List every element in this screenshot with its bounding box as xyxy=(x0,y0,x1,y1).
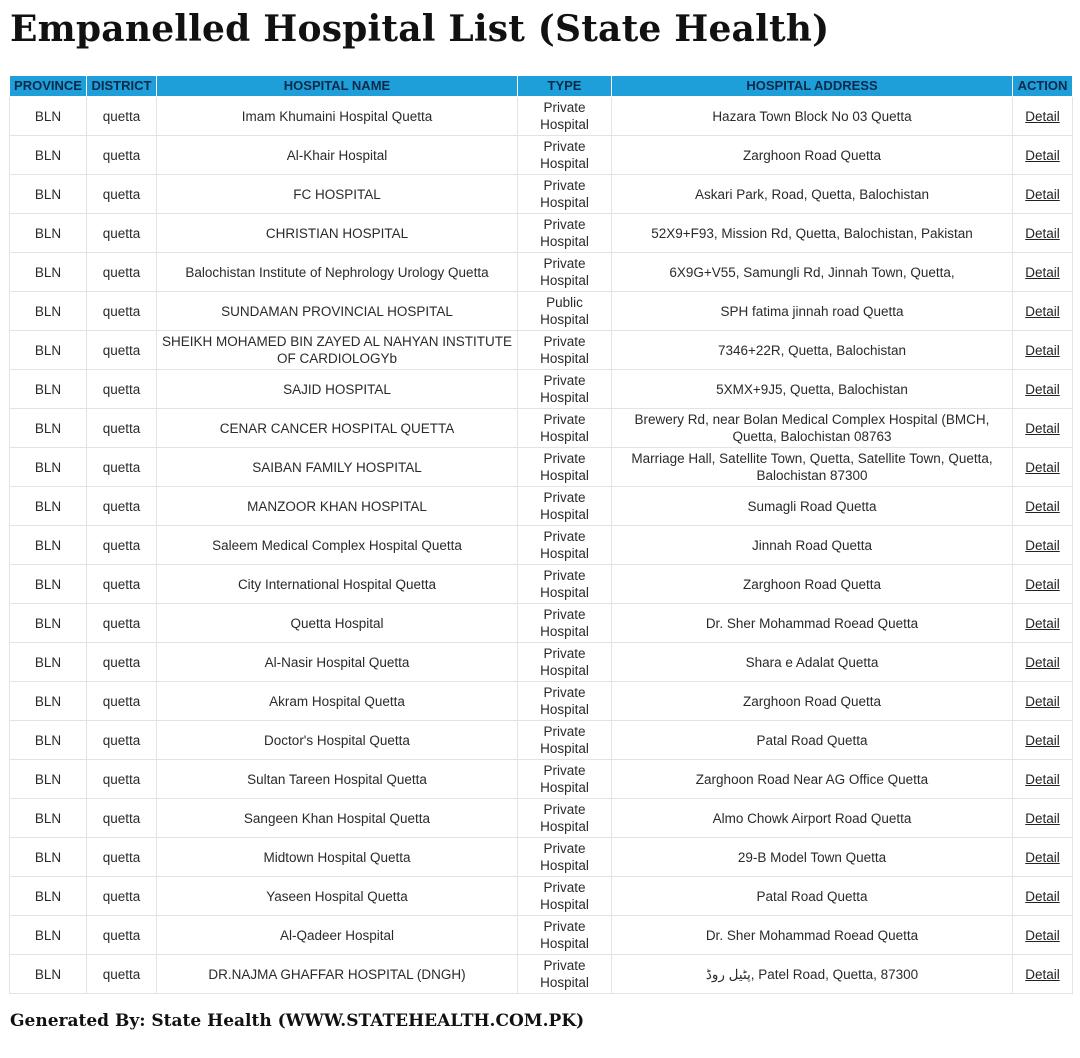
action-cell xyxy=(1013,760,1073,799)
action-cell xyxy=(1013,916,1073,955)
type-cell: Private Hospital xyxy=(518,175,612,214)
table-row xyxy=(10,760,1073,799)
district-cell: quetta xyxy=(87,721,157,760)
action-cell xyxy=(1013,721,1073,760)
table-row xyxy=(10,214,1073,253)
table-row xyxy=(10,565,1073,604)
action-cell xyxy=(1013,409,1073,448)
action-cell xyxy=(1013,955,1073,994)
action-cell xyxy=(1013,175,1073,214)
province-cell: BLN xyxy=(10,760,87,799)
table-row xyxy=(10,526,1073,565)
table-row xyxy=(10,604,1073,643)
hospital-name-cell: DR.NAJMA GHAFFAR HOSPITAL (DNGH) xyxy=(157,955,518,994)
detail-link[interactable]: Detail xyxy=(1025,537,1060,553)
detail-link[interactable]: Detail xyxy=(1025,927,1060,943)
action-cell xyxy=(1013,253,1073,292)
detail-link[interactable]: Detail xyxy=(1025,615,1060,631)
hospital-address-cell: Sumagli Road Quetta xyxy=(612,487,1013,526)
detail-link[interactable]: Detail xyxy=(1025,732,1060,748)
action-cell xyxy=(1013,97,1073,136)
hospital-name-cell: MANZOOR KHAN HOSPITAL xyxy=(157,487,518,526)
district-cell: quetta xyxy=(87,799,157,838)
district-cell: quetta xyxy=(87,97,157,136)
column-header-hospital-address: HOSPITAL ADDRESS xyxy=(612,76,1013,97)
district-cell: quetta xyxy=(87,409,157,448)
hospital-address-cell: Patal Road Quetta xyxy=(612,877,1013,916)
detail-link[interactable]: Detail xyxy=(1025,693,1060,709)
hospital-address-cell: Askari Park, Road, Quetta, Balochistan xyxy=(612,175,1013,214)
hospital-address-cell: Shara e Adalat Quetta xyxy=(612,643,1013,682)
district-cell: quetta xyxy=(87,643,157,682)
hospital-name-cell: Sangeen Khan Hospital Quetta xyxy=(157,799,518,838)
province-cell: BLN xyxy=(10,526,87,565)
hospital-table xyxy=(9,75,1073,994)
type-cell: Private Hospital xyxy=(518,916,612,955)
detail-link[interactable]: Detail xyxy=(1025,849,1060,865)
table-row xyxy=(10,292,1073,331)
hospital-name-cell: City International Hospital Quetta xyxy=(157,565,518,604)
province-cell: BLN xyxy=(10,604,87,643)
table-row xyxy=(10,838,1073,877)
detail-link[interactable]: Detail xyxy=(1025,888,1060,904)
district-cell: quetta xyxy=(87,877,157,916)
detail-link[interactable]: Detail xyxy=(1025,381,1060,397)
district-cell: quetta xyxy=(87,448,157,487)
hospital-name-cell: Al-Khair Hospital xyxy=(157,136,518,175)
province-cell: BLN xyxy=(10,916,87,955)
district-cell: quetta xyxy=(87,175,157,214)
action-cell xyxy=(1013,448,1073,487)
column-header-hospital-name: HOSPITAL NAME xyxy=(157,76,518,97)
province-cell: BLN xyxy=(10,214,87,253)
hospital-name-cell: SHEIKH MOHAMED BIN ZAYED AL NAHYAN INSTITUTE OF CARDIOLOGYb xyxy=(157,331,518,370)
detail-link[interactable]: Detail xyxy=(1025,966,1060,982)
table-row xyxy=(10,487,1073,526)
province-cell: BLN xyxy=(10,565,87,604)
type-cell: Private Hospital xyxy=(518,838,612,877)
hospital-address-cell: 29-B Model Town Quetta xyxy=(612,838,1013,877)
table-row xyxy=(10,877,1073,916)
type-cell: Private Hospital xyxy=(518,253,612,292)
hospital-name-cell: Doctor's Hospital Quetta xyxy=(157,721,518,760)
action-cell xyxy=(1013,214,1073,253)
detail-link[interactable]: Detail xyxy=(1025,654,1060,670)
action-cell xyxy=(1013,136,1073,175)
hospital-address-cell: Zarghoon Road Quetta xyxy=(612,682,1013,721)
table-row xyxy=(10,370,1073,409)
district-cell: quetta xyxy=(87,916,157,955)
table-row xyxy=(10,955,1073,994)
hospital-name-cell: CHRISTIAN HOSPITAL xyxy=(157,214,518,253)
district-cell: quetta xyxy=(87,682,157,721)
province-cell: BLN xyxy=(10,799,87,838)
hospital-address-cell: Brewery Rd, near Bolan Medical Complex Hospital (BMCH, Quetta, Balochistan 08763 xyxy=(612,409,1013,448)
province-cell: BLN xyxy=(10,370,87,409)
detail-link[interactable]: Detail xyxy=(1025,108,1060,124)
province-cell: BLN xyxy=(10,175,87,214)
hospital-address-cell: Dr. Sher Mohammad Roead Quetta xyxy=(612,916,1013,955)
table-row xyxy=(10,331,1073,370)
detail-link[interactable]: Detail xyxy=(1025,342,1060,358)
province-cell: BLN xyxy=(10,409,87,448)
province-cell: BLN xyxy=(10,292,87,331)
type-cell: Public Hospital xyxy=(518,292,612,331)
table-row xyxy=(10,448,1073,487)
district-cell: quetta xyxy=(87,760,157,799)
district-cell: quetta xyxy=(87,253,157,292)
table-row xyxy=(10,253,1073,292)
hospital-name-cell: Yaseen Hospital Quetta xyxy=(157,877,518,916)
detail-link[interactable]: Detail xyxy=(1025,420,1060,436)
table-row xyxy=(10,136,1073,175)
hospital-address-cell: 5XMX+9J5, Quetta, Balochistan xyxy=(612,370,1013,409)
detail-link[interactable]: Detail xyxy=(1025,303,1060,319)
hospital-name-cell: Al-Nasir Hospital Quetta xyxy=(157,643,518,682)
province-cell: BLN xyxy=(10,877,87,916)
province-cell: BLN xyxy=(10,682,87,721)
table-row xyxy=(10,916,1073,955)
district-cell: quetta xyxy=(87,955,157,994)
hospital-address-cell: Zarghoon Road Near AG Office Quetta xyxy=(612,760,1013,799)
province-cell: BLN xyxy=(10,253,87,292)
type-cell: Private Hospital xyxy=(518,643,612,682)
hospital-name-cell: Imam Khumaini Hospital Quetta xyxy=(157,97,518,136)
district-cell: quetta xyxy=(87,838,157,877)
type-cell: Private Hospital xyxy=(518,448,612,487)
page-title: Empanelled Hospital List (State Health) xyxy=(10,8,830,50)
action-cell xyxy=(1013,838,1073,877)
hospital-name-cell: FC HOSPITAL xyxy=(157,175,518,214)
table-body xyxy=(10,97,1073,994)
detail-link[interactable]: Detail xyxy=(1025,225,1060,241)
header-row xyxy=(10,76,1073,97)
district-cell: quetta xyxy=(87,136,157,175)
hospital-address-cell: Dr. Sher Mohammad Roead Quetta xyxy=(612,604,1013,643)
hospital-address-cell: 7346+22R, Quetta, Balochistan xyxy=(612,331,1013,370)
column-header-action: ACTION xyxy=(1013,76,1073,97)
type-cell: Private Hospital xyxy=(518,331,612,370)
hospital-address-cell: Hazara Town Block No 03 Quetta xyxy=(612,97,1013,136)
action-cell xyxy=(1013,643,1073,682)
district-cell: quetta xyxy=(87,292,157,331)
hospital-address-cell: 52X9+F93, Mission Rd, Quetta, Balochistan, Pakistan xyxy=(612,214,1013,253)
hospital-address-cell: Zarghoon Road Quetta xyxy=(612,136,1013,175)
district-cell: quetta xyxy=(87,526,157,565)
table-row xyxy=(10,409,1073,448)
detail-link[interactable]: Detail xyxy=(1025,147,1060,163)
column-header-province: PROVINCE xyxy=(10,76,87,97)
type-cell: Private Hospital xyxy=(518,526,612,565)
detail-link[interactable]: Detail xyxy=(1025,264,1060,280)
type-cell: Private Hospital xyxy=(518,97,612,136)
hospital-address-cell: پٹیل روڈ, Patel Road, Quetta, 87300 xyxy=(612,955,1013,994)
table-row xyxy=(10,721,1073,760)
table-header xyxy=(10,76,1073,97)
action-cell xyxy=(1013,292,1073,331)
hospital-name-cell: CENAR CANCER HOSPITAL QUETTA xyxy=(157,409,518,448)
province-cell: BLN xyxy=(10,643,87,682)
hospital-name-cell: SUNDAMAN PROVINCIAL HOSPITAL xyxy=(157,292,518,331)
district-cell: quetta xyxy=(87,214,157,253)
action-cell xyxy=(1013,877,1073,916)
type-cell: Private Hospital xyxy=(518,721,612,760)
table-row xyxy=(10,175,1073,214)
table-row xyxy=(10,799,1073,838)
hospital-name-cell: Akram Hospital Quetta xyxy=(157,682,518,721)
hospital-name-cell: SAIBAN FAMILY HOSPITAL xyxy=(157,448,518,487)
hospital-name-cell: Al-Qadeer Hospital xyxy=(157,916,518,955)
detail-link[interactable]: Detail xyxy=(1025,459,1060,475)
hospital-address-cell: Almo Chowk Airport Road Quetta xyxy=(612,799,1013,838)
district-cell: quetta xyxy=(87,604,157,643)
type-cell: Private Hospital xyxy=(518,565,612,604)
hospital-name-cell: Balochistan Institute of Nephrology Urology Quetta xyxy=(157,253,518,292)
table-row xyxy=(10,643,1073,682)
action-cell xyxy=(1013,331,1073,370)
hospital-name-cell: Midtown Hospital Quetta xyxy=(157,838,518,877)
hospital-name-cell: Saleem Medical Complex Hospital Quetta xyxy=(157,526,518,565)
table-row xyxy=(10,97,1073,136)
province-cell: BLN xyxy=(10,448,87,487)
action-cell xyxy=(1013,370,1073,409)
type-cell: Private Hospital xyxy=(518,214,612,253)
hospital-address-cell: Patal Road Quetta xyxy=(612,721,1013,760)
type-cell: Private Hospital xyxy=(518,604,612,643)
action-cell xyxy=(1013,604,1073,643)
detail-link[interactable]: Detail xyxy=(1025,576,1060,592)
district-cell: quetta xyxy=(87,565,157,604)
type-cell: Private Hospital xyxy=(518,955,612,994)
detail-link[interactable]: Detail xyxy=(1025,771,1060,787)
province-cell: BLN xyxy=(10,97,87,136)
type-cell: Private Hospital xyxy=(518,487,612,526)
hospital-address-cell: Marriage Hall, Satellite Town, Quetta, Satellite Town, Quetta, Balochistan 87300 xyxy=(612,448,1013,487)
column-header-district: DISTRICT xyxy=(87,76,157,97)
province-cell: BLN xyxy=(10,331,87,370)
province-cell: BLN xyxy=(10,487,87,526)
hospital-address-cell: 6X9G+V55, Samungli Rd, Jinnah Town, Quetta, xyxy=(612,253,1013,292)
hospital-name-cell: Sultan Tareen Hospital Quetta xyxy=(157,760,518,799)
detail-link[interactable]: Detail xyxy=(1025,186,1060,202)
district-cell: quetta xyxy=(87,331,157,370)
type-cell: Private Hospital xyxy=(518,370,612,409)
hospital-address-cell: SPH fatima jinnah road Quetta xyxy=(612,292,1013,331)
type-cell: Private Hospital xyxy=(518,799,612,838)
hospital-address-cell: Zarghoon Road Quetta xyxy=(612,565,1013,604)
hospital-name-cell: SAJID HOSPITAL xyxy=(157,370,518,409)
district-cell: quetta xyxy=(87,487,157,526)
hospital-address-cell: Jinnah Road Quetta xyxy=(612,526,1013,565)
action-cell xyxy=(1013,565,1073,604)
type-cell: Private Hospital xyxy=(518,409,612,448)
action-cell xyxy=(1013,487,1073,526)
type-cell: Private Hospital xyxy=(518,136,612,175)
province-cell: BLN xyxy=(10,721,87,760)
action-cell xyxy=(1013,682,1073,721)
province-cell: BLN xyxy=(10,136,87,175)
action-cell xyxy=(1013,526,1073,565)
action-cell xyxy=(1013,799,1073,838)
column-header-type: TYPE xyxy=(518,76,612,97)
detail-link[interactable]: Detail xyxy=(1025,810,1060,826)
district-cell: quetta xyxy=(87,370,157,409)
type-cell: Private Hospital xyxy=(518,877,612,916)
type-cell: Private Hospital xyxy=(518,760,612,799)
province-cell: BLN xyxy=(10,838,87,877)
detail-link[interactable]: Detail xyxy=(1025,498,1060,514)
province-cell: BLN xyxy=(10,955,87,994)
type-cell: Private Hospital xyxy=(518,682,612,721)
hospital-name-cell: Quetta Hospital xyxy=(157,604,518,643)
table-row xyxy=(10,682,1073,721)
footer-credit: Generated By: State Health (WWW.STATEHEALTH.COM.PK) xyxy=(10,1011,585,1031)
